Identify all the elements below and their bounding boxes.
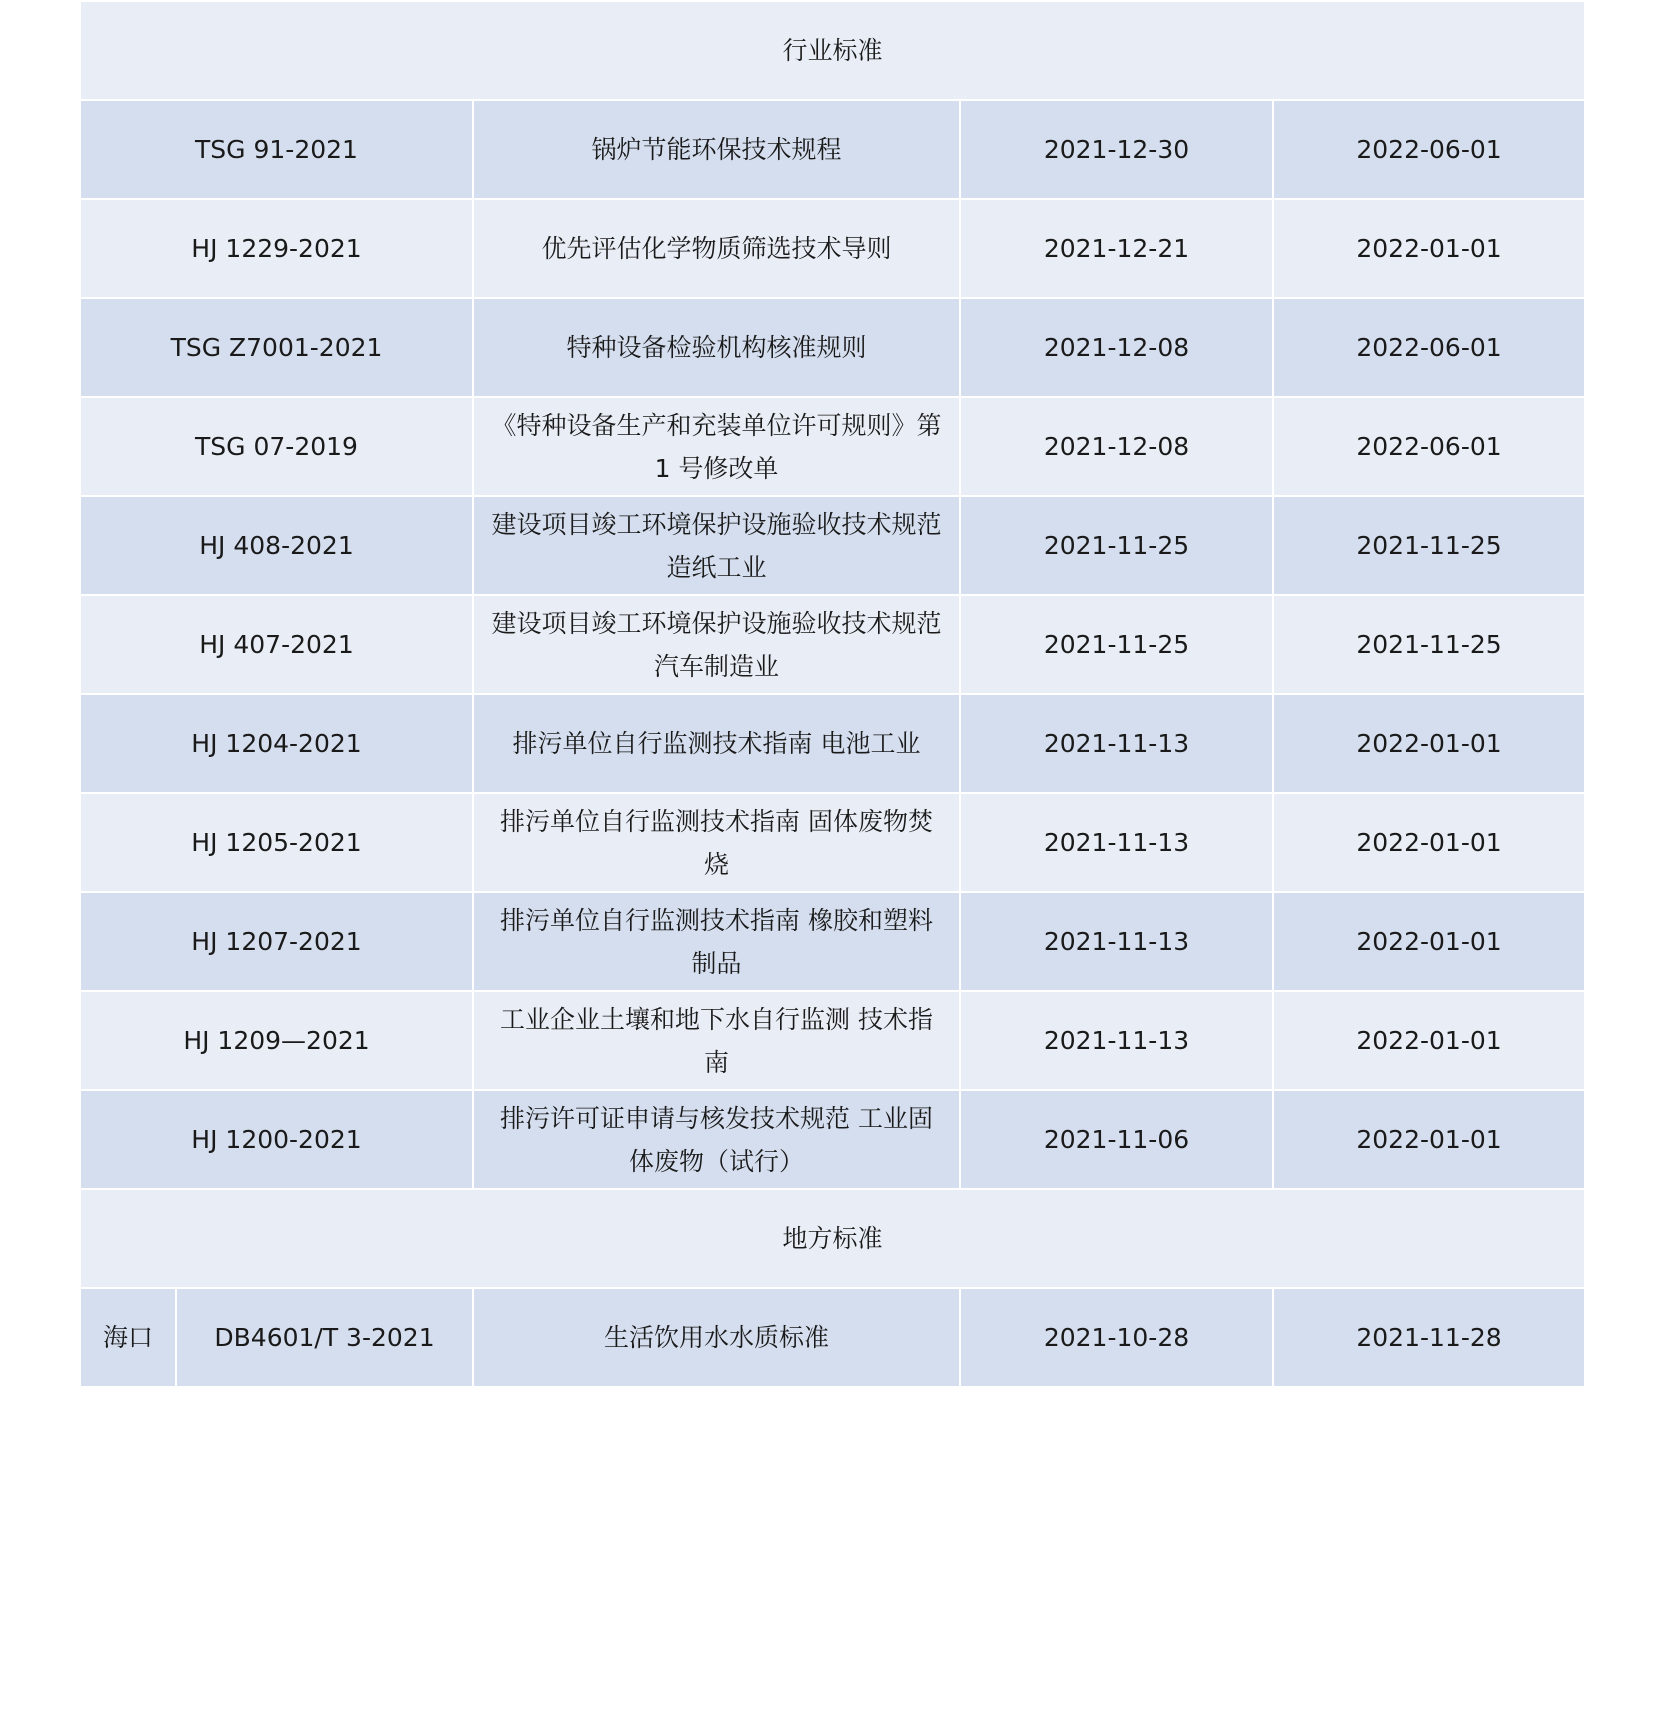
standards-table bbox=[79, 0, 1586, 1388]
table-row bbox=[80, 694, 1585, 793]
publish-date-cell: 2021-12-30 bbox=[960, 100, 1273, 199]
table-row bbox=[80, 793, 1585, 892]
publish-date-cell: 2021-11-25 bbox=[960, 496, 1273, 595]
effective-date-cell: 2022-06-01 bbox=[1273, 397, 1585, 496]
effective-date-cell: 2022-01-01 bbox=[1273, 892, 1585, 991]
effective-date-cell: 2022-06-01 bbox=[1273, 298, 1585, 397]
table-row bbox=[80, 199, 1585, 298]
publish-date-cell: 2021-12-21 bbox=[960, 199, 1273, 298]
table-row bbox=[80, 397, 1585, 496]
publish-date-cell: 2021-11-13 bbox=[960, 694, 1273, 793]
effective-date-cell: 2022-01-01 bbox=[1273, 694, 1585, 793]
standard-code-cell: HJ 1229-2021 bbox=[80, 199, 473, 298]
standard-code-cell: HJ 1209—2021 bbox=[80, 991, 473, 1090]
standard-name-cell: 建设项目竣工环境保护设施验收技术规范 汽车制造业 bbox=[473, 595, 960, 694]
publish-date-cell: 2021-11-06 bbox=[960, 1090, 1273, 1189]
standard-name-cell: 排污单位自行监测技术指南 橡胶和塑料制品 bbox=[473, 892, 960, 991]
standard-name-cell: 排污许可证申请与核发技术规范 工业固体废物（试行） bbox=[473, 1090, 960, 1189]
standard-code-cell: TSG 07-2019 bbox=[80, 397, 473, 496]
effective-date-cell: 2022-01-01 bbox=[1273, 1090, 1585, 1189]
standard-code-cell: HJ 1205-2021 bbox=[80, 793, 473, 892]
table-row bbox=[80, 892, 1585, 991]
table-row bbox=[80, 496, 1585, 595]
standards-table-body bbox=[80, 1, 1585, 1387]
publish-date-cell: 2021-11-13 bbox=[960, 892, 1273, 991]
standard-name-cell: 排污单位自行监测技术指南 电池工业 bbox=[473, 694, 960, 793]
region-cell: 海口 bbox=[80, 1288, 176, 1387]
publish-date-cell: 2021-11-13 bbox=[960, 991, 1273, 1090]
effective-date-cell: 2021-11-25 bbox=[1273, 595, 1585, 694]
standard-code-cell: DB4601/T 3-2021 bbox=[176, 1288, 473, 1387]
standard-code-cell: HJ 408-2021 bbox=[80, 496, 473, 595]
table-row bbox=[80, 1288, 1585, 1387]
standard-name-cell: 生活饮用水水质标准 bbox=[473, 1288, 960, 1387]
table-row bbox=[80, 1090, 1585, 1189]
effective-date-cell: 2021-11-28 bbox=[1273, 1288, 1585, 1387]
standard-name-cell: 建设项目竣工环境保护设施验收技术规范 造纸工业 bbox=[473, 496, 960, 595]
standard-code-cell: HJ 1200-2021 bbox=[80, 1090, 473, 1189]
standard-name-cell: 优先评估化学物质筛选技术导则 bbox=[473, 199, 960, 298]
standard-code-cell: HJ 1204-2021 bbox=[80, 694, 473, 793]
section-title-local: 地方标准 bbox=[80, 1189, 1585, 1288]
standard-name-cell: 工业企业土壤和地下水自行监测 技术指南 bbox=[473, 991, 960, 1090]
effective-date-cell: 2021-11-25 bbox=[1273, 496, 1585, 595]
section-header-row bbox=[80, 1189, 1585, 1288]
publish-date-cell: 2021-11-25 bbox=[960, 595, 1273, 694]
standards-table-container bbox=[79, 0, 1584, 1388]
standard-name-cell: 特种设备检验机构核准规则 bbox=[473, 298, 960, 397]
table-row bbox=[80, 100, 1585, 199]
standard-code-cell: TSG Z7001-2021 bbox=[80, 298, 473, 397]
effective-date-cell: 2022-06-01 bbox=[1273, 100, 1585, 199]
publish-date-cell: 2021-10-28 bbox=[960, 1288, 1273, 1387]
section-header-row bbox=[80, 1, 1585, 100]
section-title-industry: 行业标准 bbox=[80, 1, 1585, 100]
standard-name-cell: 《特种设备生产和充装单位许可规则》第 1 号修改单 bbox=[473, 397, 960, 496]
publish-date-cell: 2021-11-13 bbox=[960, 793, 1273, 892]
effective-date-cell: 2022-01-01 bbox=[1273, 793, 1585, 892]
standard-name-cell: 锅炉节能环保技术规程 bbox=[473, 100, 960, 199]
publish-date-cell: 2021-12-08 bbox=[960, 397, 1273, 496]
standard-code-cell: HJ 407-2021 bbox=[80, 595, 473, 694]
publish-date-cell: 2021-12-08 bbox=[960, 298, 1273, 397]
table-row bbox=[80, 298, 1585, 397]
table-row bbox=[80, 991, 1585, 1090]
standard-code-cell: TSG 91-2021 bbox=[80, 100, 473, 199]
standard-name-cell: 排污单位自行监测技术指南 固体废物焚烧 bbox=[473, 793, 960, 892]
effective-date-cell: 2022-01-01 bbox=[1273, 199, 1585, 298]
standard-code-cell: HJ 1207-2021 bbox=[80, 892, 473, 991]
table-row bbox=[80, 595, 1585, 694]
effective-date-cell: 2022-01-01 bbox=[1273, 991, 1585, 1090]
